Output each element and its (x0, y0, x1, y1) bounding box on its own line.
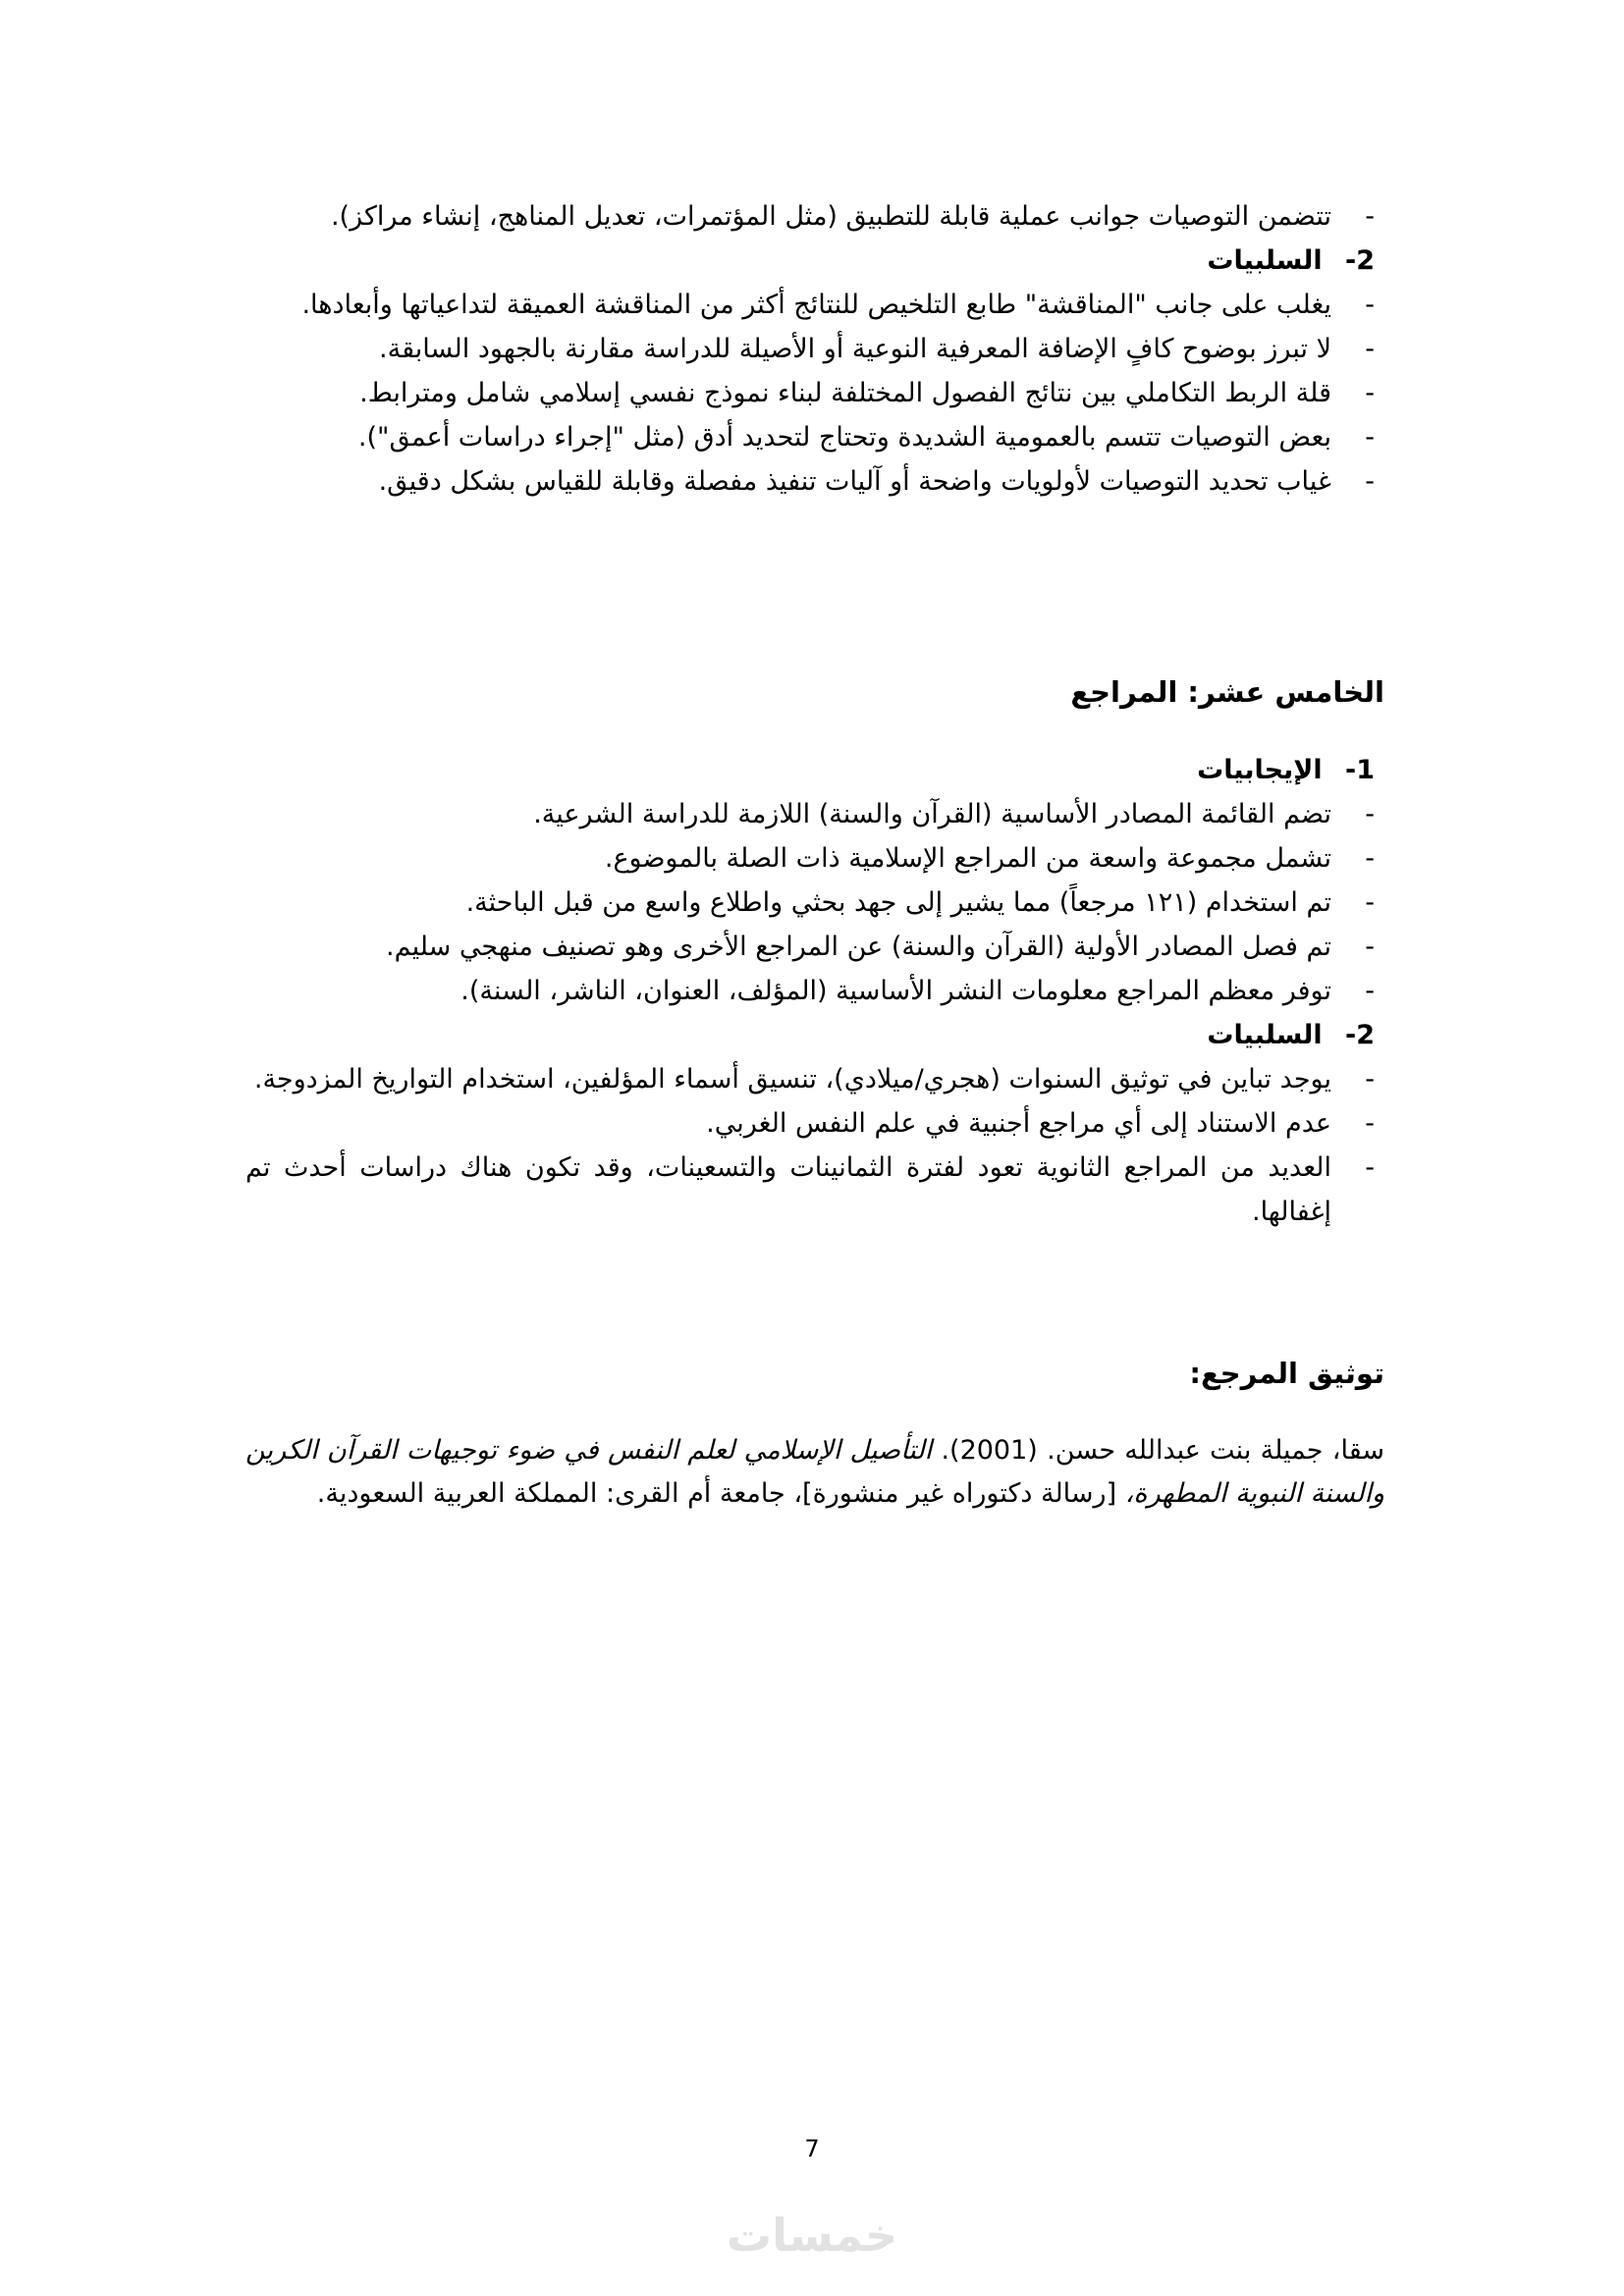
heading-number: 2- (1344, 1020, 1375, 1050)
heading-label: السلبيات (1207, 1020, 1323, 1050)
list-item: - تتضمن التوصيات جوانب عملية قابلة للتطبيق (مثل المؤتمرات، تعديل المناهج، إنشاء مراكز). (245, 194, 1384, 239)
recommendations-continued-list (245, 194, 1384, 239)
page-number: 7 (804, 2135, 820, 2163)
citation-text (245, 1429, 1384, 1516)
watermark-logo: خمسات (726, 2209, 898, 2262)
list-item: - يغلب على جانب "المناقشة" طابع التلخيص للنتائج أكثر من المناقشة العميقة لتداعياتها وأبعادها. (245, 283, 1384, 327)
negatives-list (245, 283, 1384, 504)
negatives-heading (245, 239, 1384, 283)
list-item: - غياب تحديد التوصيات لأولويات واضحة أو آليات تنفيذ مفصلة وقابلة للقياس بشكل دقيق. (245, 459, 1384, 504)
list-item: - تضم القائمة المصادر الأساسية (القرآن والسنة) اللازمة للدراسة الشرعية. (245, 792, 1384, 836)
positives-heading (245, 748, 1384, 792)
references-negatives-heading (245, 1013, 1384, 1057)
list-item: - العديد من المراجع الثانوية تعود لفترة الثمانينات والتسعينات، وقد تكون هناك دراسات أحدث تم إغفالها. (245, 1146, 1384, 1234)
list-item: - تم فصل المصادر الأولية (القرآن والسنة) عن المراجع الأخرى وهو تصنيف منهجي سليم. (245, 925, 1384, 969)
list-item: - تم استخدام (١٢١ مرجعاً) مما يشير إلى جهد بحثي واطلاع واسع من قبل الباحثة. (245, 881, 1384, 925)
citation-author-year: سقا، جميلة بنت عبدالله حسن. (2001). (941, 1435, 1384, 1466)
list-item: - يوجد تباين في توثيق السنوات (هجري/ميلادي)، تنسيق أسماء المؤلفين، استخدام التواريخ المزدوجة. (245, 1057, 1384, 1101)
section-title-citation: توثيق المرجع: (1189, 1357, 1384, 1390)
page-content (245, 194, 1384, 1516)
heading-label: الإيجابيات (1197, 755, 1323, 785)
heading-label: السلبيات (1207, 245, 1323, 276)
citation-details: [رسالة دكتوراه غير منشورة]، جامعة أم القرى: المملكة العربية السعودية. (316, 1478, 1117, 1509)
list-item: - تشمل مجموعة واسعة من المراجع الإسلامية ذات الصلة بالموضوع. (245, 836, 1384, 881)
list-item: - بعض التوصيات تتسم بالعمومية الشديدة وتحتاج لتحديد أدق (مثل "إجراء دراسات أعمق"). (245, 415, 1384, 459)
list-item: - قلة الربط التكاملي بين نتائج الفصول المختلفة لبناء نموذج نفسي إسلامي شامل ومترابط. (245, 371, 1384, 415)
section-title-references: الخامس عشر: المراجع (1070, 675, 1384, 709)
citation-book-title: التأصيل الإسلامي لعلم النفس في ضوء توجيهات القرآن الكرين والسنة النبوية المطهرة، (245, 1435, 1384, 1509)
heading-number: 2- (1344, 245, 1375, 276)
list-item: - توفر معظم المراجع معلومات النشر الأساسية (المؤلف، العنوان، الناشر، السنة). (245, 969, 1384, 1013)
list-item: - لا تبرز بوضوح كافٍ الإضافة المعرفية النوعية أو الأصيلة للدراسة مقارنة بالجهود السابقة. (245, 327, 1384, 371)
references-positives-list (245, 792, 1384, 1013)
heading-number: 1- (1344, 755, 1375, 785)
references-negatives-list (245, 1057, 1384, 1234)
list-item: - عدم الاستناد إلى أي مراجع أجنبية في علم النفس الغربي. (245, 1101, 1384, 1146)
